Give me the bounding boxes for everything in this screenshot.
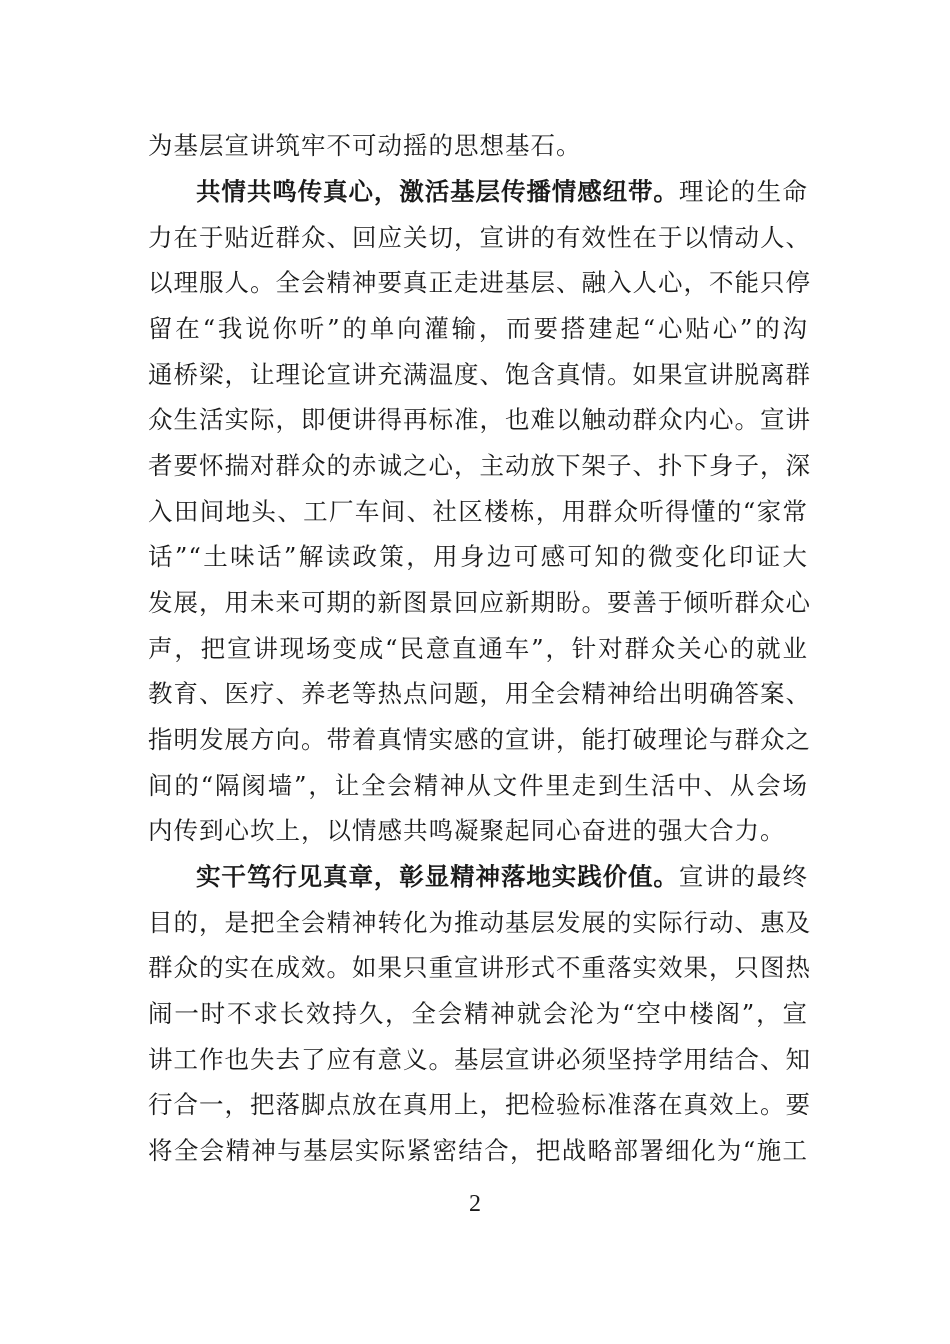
text-line: 通桥梁，让理论宣讲充满温度、饱含真情。如果宣讲脱离群 [148, 360, 811, 389]
paragraph-heading: 共情共鸣传真心，激活基层传播情感纽带。 [196, 177, 679, 206]
text-line: 讲工作也失去了应有意义。基层宣讲必须坚持学用结合、知 [148, 1045, 811, 1074]
text-run: 理论的生命 [678, 177, 809, 206]
text-line: 入田间地头、工厂车间、社区楼栋，用群众听得懂的“家常 [148, 497, 808, 526]
text-line: 者要怀揣对群众的赤诚之心，主动放下架子、扑下身子，深 [148, 451, 811, 480]
paragraph-heading: 实干笃行见真章，彰显精神落地实践价值。 [196, 862, 679, 891]
text-line: 闹一时不求长效持久，全会精神就会沦为“空中楼阁”，宣 [148, 999, 808, 1028]
text-line: 行合一，把落脚点放在真用上，把检验标准落在真效上。要 [148, 1090, 811, 1119]
text-line: 众生活实际，即便讲得再标准，也难以触动群众内心。宣讲 [148, 405, 811, 434]
paragraph-heading-line [196, 172, 808, 212]
paragraph-heading-line [196, 857, 808, 897]
text-line: 内传到心坎上，以情感共鸣凝聚起同心奋进的强大合力。 [148, 816, 786, 845]
text-line: 为基层宣讲筑牢不可动摇的思想基石。 [148, 131, 582, 160]
text-line: 将全会精神与基层实际紧密结合，把战略部署细化为“施工 [148, 1136, 808, 1165]
text-line: 目的，是把全会精神转化为推动基层发展的实际行动、惠及 [148, 908, 811, 937]
text-run: 宣讲的最终 [678, 862, 809, 891]
text-line: 群众的实在成效。如果只重宣讲形式不重落实效果，只图热 [148, 953, 811, 982]
text-line: 力在于贴近群众、回应关切，宣讲的有效性在于以情动人、 [148, 223, 811, 252]
text-line: 间的“隔阂墙”，让全会精神从文件里走到生活中、从会场 [148, 771, 808, 800]
text-line: 教育、医疗、养老等热点问题，用全会精神给出明确答案、 [148, 679, 811, 708]
text-line: 发展，用未来可期的新图景回应新期盼。要善于倾听群众心 [148, 588, 811, 617]
text-line: 话”“土味话”解读政策，用身边可感可知的微变化印证大 [148, 542, 808, 571]
text-line: 以理服人。全会精神要真正走进基层、融入人心，不能只停 [148, 268, 811, 297]
text-line: 留在“我说你听”的单向灌输，而要搭建起“心贴心”的沟 [148, 314, 808, 343]
page-number: 2 [469, 1191, 481, 1217]
text-line: 指明发展方向。带着真情实感的宣讲，能打破理论与群众之 [148, 725, 811, 754]
text-line: 声，把宣讲现场变成“民意直通车”，针对群众关心的就业 [148, 634, 808, 663]
